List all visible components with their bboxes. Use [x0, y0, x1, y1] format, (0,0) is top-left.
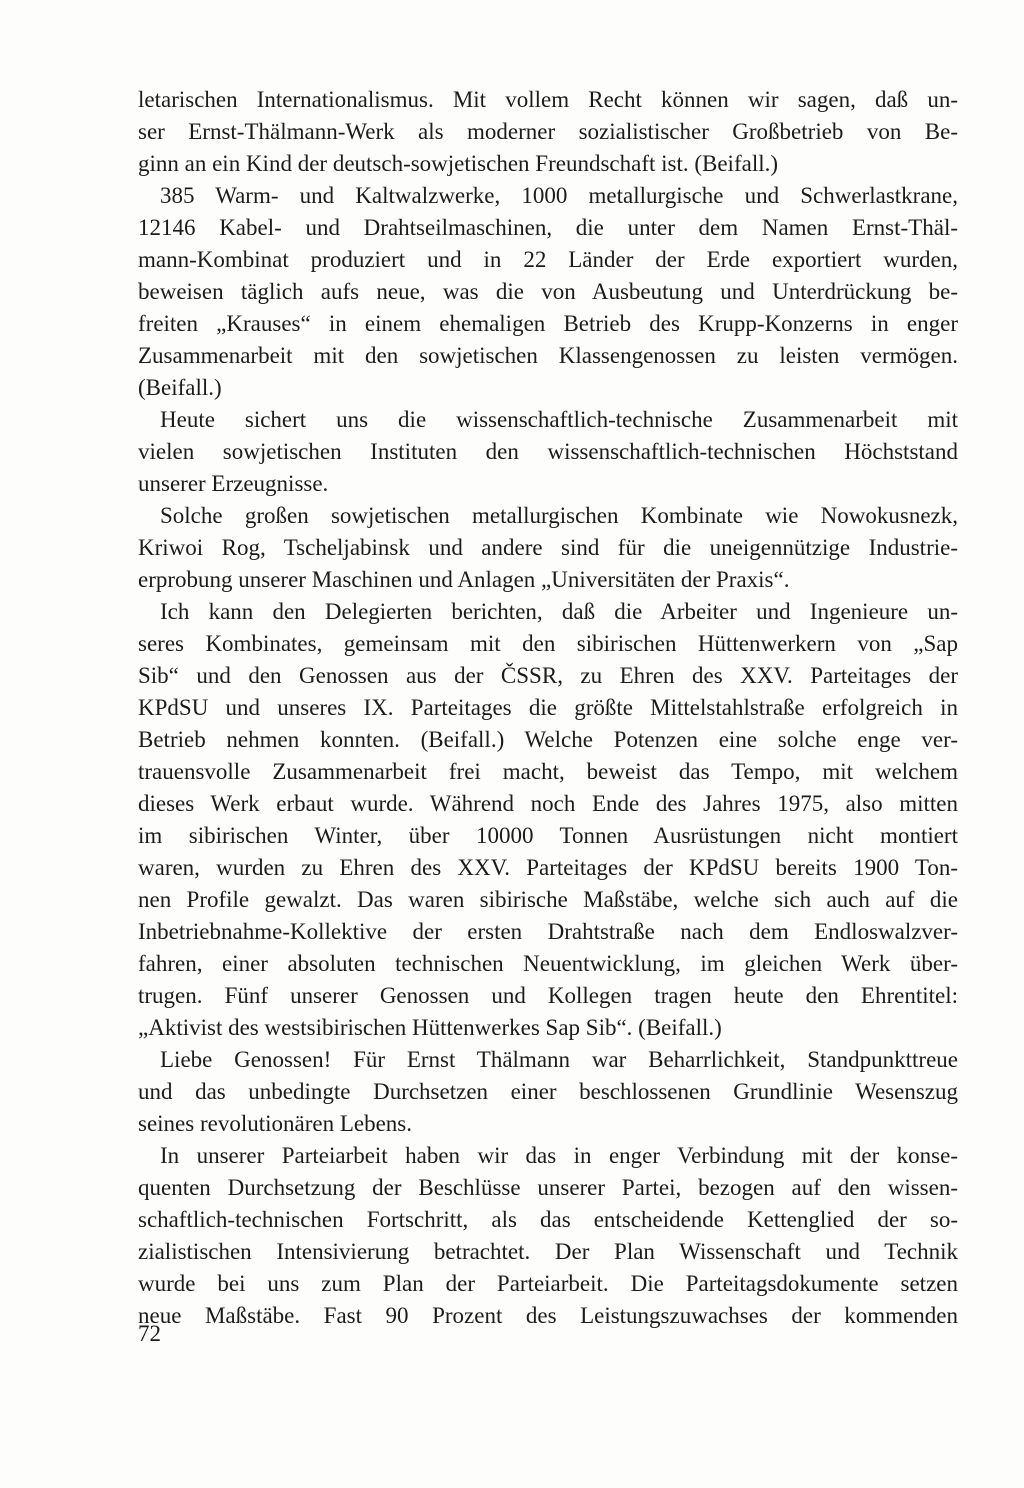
- text-line: Betrieb nehmen konnten. (Beifall.) Welche Potenzen eine solche enge ver-: [138, 727, 958, 752]
- text-line: Sib“ und den Genossen aus der ČSSR, zu Ehren des XXV. Parteitages der: [138, 663, 958, 688]
- text-line: In unserer Parteiarbeit haben wir das in enger Verbindung mit der konse-: [160, 1143, 958, 1168]
- text-line: und das unbedingte Durchsetzen einer beschlossenen Grundlinie Wesenszug: [138, 1079, 958, 1104]
- text-line: schaftlich-technischen Fortschritt, als das entscheidende Kettenglied der so-: [138, 1207, 958, 1232]
- text-line: „Aktivist des westsibirischen Hüttenwerkes Sap Sib“. (Beifall.): [138, 1015, 722, 1040]
- text-line: KPdSU und unseres IX. Parteitages die größte Mittelstahlstraße erfolgreich in: [138, 695, 958, 720]
- text-line: nen Profile gewalzt. Das waren sibirische Maßstäbe, welche sich auch auf die: [138, 887, 958, 912]
- text-line: fahren, einer absoluten technischen Neuentwicklung, im gleichen Werk über-: [138, 951, 958, 976]
- text-line: ginn an ein Kind der deutsch-sowjetischen Freundschaft ist. (Beifall.): [138, 151, 779, 176]
- text-line: 385 Warm- und Kaltwalzwerke, 1000 metallurgische und Schwerlastkrane,: [160, 183, 958, 208]
- text-line: 12146 Kabel- und Drahtseilmaschinen, die unter dem Namen Ernst-Thäl-: [138, 215, 958, 240]
- text-line: waren, wurden zu Ehren des XXV. Parteitages der KPdSU bereits 1900 Ton-: [138, 855, 958, 880]
- text-line: zialistischen Intensivierung betrachtet. Der Plan Wissenschaft und Technik: [138, 1239, 958, 1264]
- text-line: vielen sowjetischen Instituten den wissenschaftlich-technischen Höchststand: [138, 439, 958, 464]
- text-line: seres Kombinates, gemeinsam mit den sibirischen Hüttenwerkern von „Sap: [138, 631, 958, 656]
- text-line: Heute sichert uns die wissenschaftlich-technische Zusammenarbeit mit: [160, 407, 958, 432]
- text-line: erprobung unserer Maschinen und Anlagen „Universitäten der Praxis“.: [138, 567, 790, 592]
- text-line: seines revolutionären Lebens.: [138, 1111, 412, 1136]
- text-line: Solche großen sowjetischen metallurgischen Kombinate wie Nowokusnezk,: [160, 503, 958, 528]
- text-line: ser Ernst-Thälmann-Werk als moderner sozialistischer Großbetrieb von Be-: [138, 119, 958, 144]
- text-line: unserer Erzeugnisse.: [138, 471, 329, 496]
- text-line: wurde bei uns zum Plan der Parteiarbeit. Die Parteitagsdokumente setzen: [138, 1271, 958, 1296]
- text-line: mann-Kombinat produziert und in 22 Länder der Erde exportiert wurden,: [138, 247, 958, 272]
- text-line: beweisen täglich aufs neue, was die von Ausbeutung und Unterdrückung be-: [138, 279, 958, 304]
- page-number: 72: [138, 1321, 161, 1346]
- body-text: [138, 84, 958, 1332]
- text-line: Kriwoi Rog, Tscheljabinsk und andere sind für die uneigennützige Industrie-: [138, 535, 958, 560]
- text-line: im sibirischen Winter, über 10000 Tonnen Ausrüstungen nicht montiert: [138, 823, 958, 848]
- text-line: (Beifall.): [138, 375, 222, 400]
- text-line: quenten Durchsetzung der Beschlüsse unserer Partei, bezogen auf den wissen-: [138, 1175, 958, 1200]
- text-line: trugen. Fünf unserer Genossen und Kollegen tragen heute den Ehrentitel:: [138, 983, 958, 1008]
- text-line: freiten „Krauses“ in einem ehemaligen Betrieb des Krupp-Konzerns in enger: [138, 311, 958, 336]
- text-line: Inbetriebnahme-Kollektive der ersten Drahtstraße nach dem Endloswalzver-: [138, 919, 958, 944]
- text-line: Ich kann den Delegierten berichten, daß die Arbeiter und Ingenieure un-: [160, 599, 958, 624]
- text-line: trauensvolle Zusammenarbeit frei macht, beweist das Tempo, mit welchem: [138, 759, 958, 784]
- text-line: dieses Werk erbaut wurde. Während noch Ende des Jahres 1975, also mitten: [138, 791, 958, 816]
- text-line: Liebe Genossen! Für Ernst Thälmann war Beharrlichkeit, Standpunkttreue: [160, 1047, 958, 1072]
- text-line: neue Maßstäbe. Fast 90 Prozent des Leistungszuwachses der kommenden: [138, 1303, 958, 1328]
- text-line: Zusammenarbeit mit den sowjetischen Klassengenossen zu leisten vermögen.: [138, 343, 958, 368]
- text-line: letarischen Internationalismus. Mit vollem Recht können wir sagen, daß un-: [138, 87, 958, 112]
